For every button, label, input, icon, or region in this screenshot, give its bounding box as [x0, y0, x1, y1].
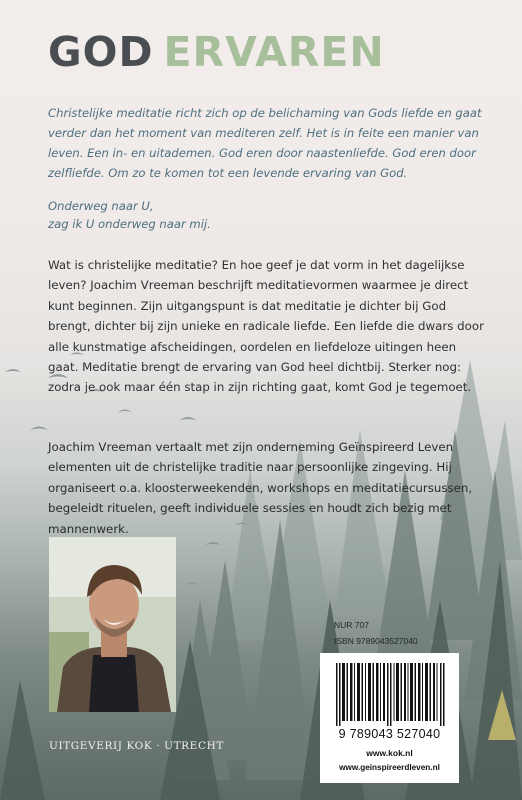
- author-photo: [49, 537, 176, 712]
- author-bio-text: Joachim Vreeman vertaalt met zijn onderneming Geïnspireerd Leven elementen uit de christelijke traditie naar persoonlijke zingeving. Hij organiseert o.a. kloosterweekenden, workshops en meditatiecursussen, begeleidt rituelen, geeft individuele sessies en houdt zich bezig met mannenwerk.: [48, 440, 473, 536]
- poem: [48, 197, 488, 233]
- barcode-digits: 9 789043 527040: [338, 727, 441, 741]
- title-word-god: GOD: [48, 28, 154, 76]
- publisher-name: UITGEVERIJ KOK · UTRECHT: [49, 740, 224, 752]
- barcode-panel: [320, 653, 459, 783]
- poem-line-1: Onderweg naar U,: [48, 199, 154, 213]
- book-title: [48, 28, 385, 76]
- description-text: Wat is christelijke meditatie? En hoe geef je dat vorm in het dagelijkse leven? Joachim Vreeman beschrijft meditatievormen waarmee je direct kunt beginnen. Zijn uitgangspunt is dat meditatie je dichter bij God brengt, dichter bij zijn unieke en radicale liefde. Een liefde die dwars door alle kunstmatige afscheidingen, oordelen en liefdeloze uitingen heen gaat. Meditatie brengt de ervaring van God heel dichtbij. Sterker nog: zodra je ook maar één stap in zijn richting gaat, komt God je tegemoet.: [48, 258, 484, 395]
- author-url: www.geinspireerdleven.nl: [339, 763, 440, 772]
- poem-line-2: zag ik U onderweg naar mij.: [48, 217, 211, 231]
- nur-code: NUR 707: [334, 620, 369, 630]
- title-word-ervaren: ERVAREN: [163, 28, 385, 76]
- isbn-code: ISBN 9789043527040: [334, 636, 418, 646]
- publisher-url: www.kok.nl: [366, 748, 413, 758]
- intro-text: Christelijke meditatie richt zich op de belichaming van Gods liefde en gaat verder dan het moment van mediteren zelf. Het is in feite een manier van leven. Een in- en uitademen. God eren door naastenliefde. God eren door zelfliefde. Om zo te komen tot een levende ervaring van God.: [48, 106, 482, 180]
- barcode: [334, 663, 448, 726]
